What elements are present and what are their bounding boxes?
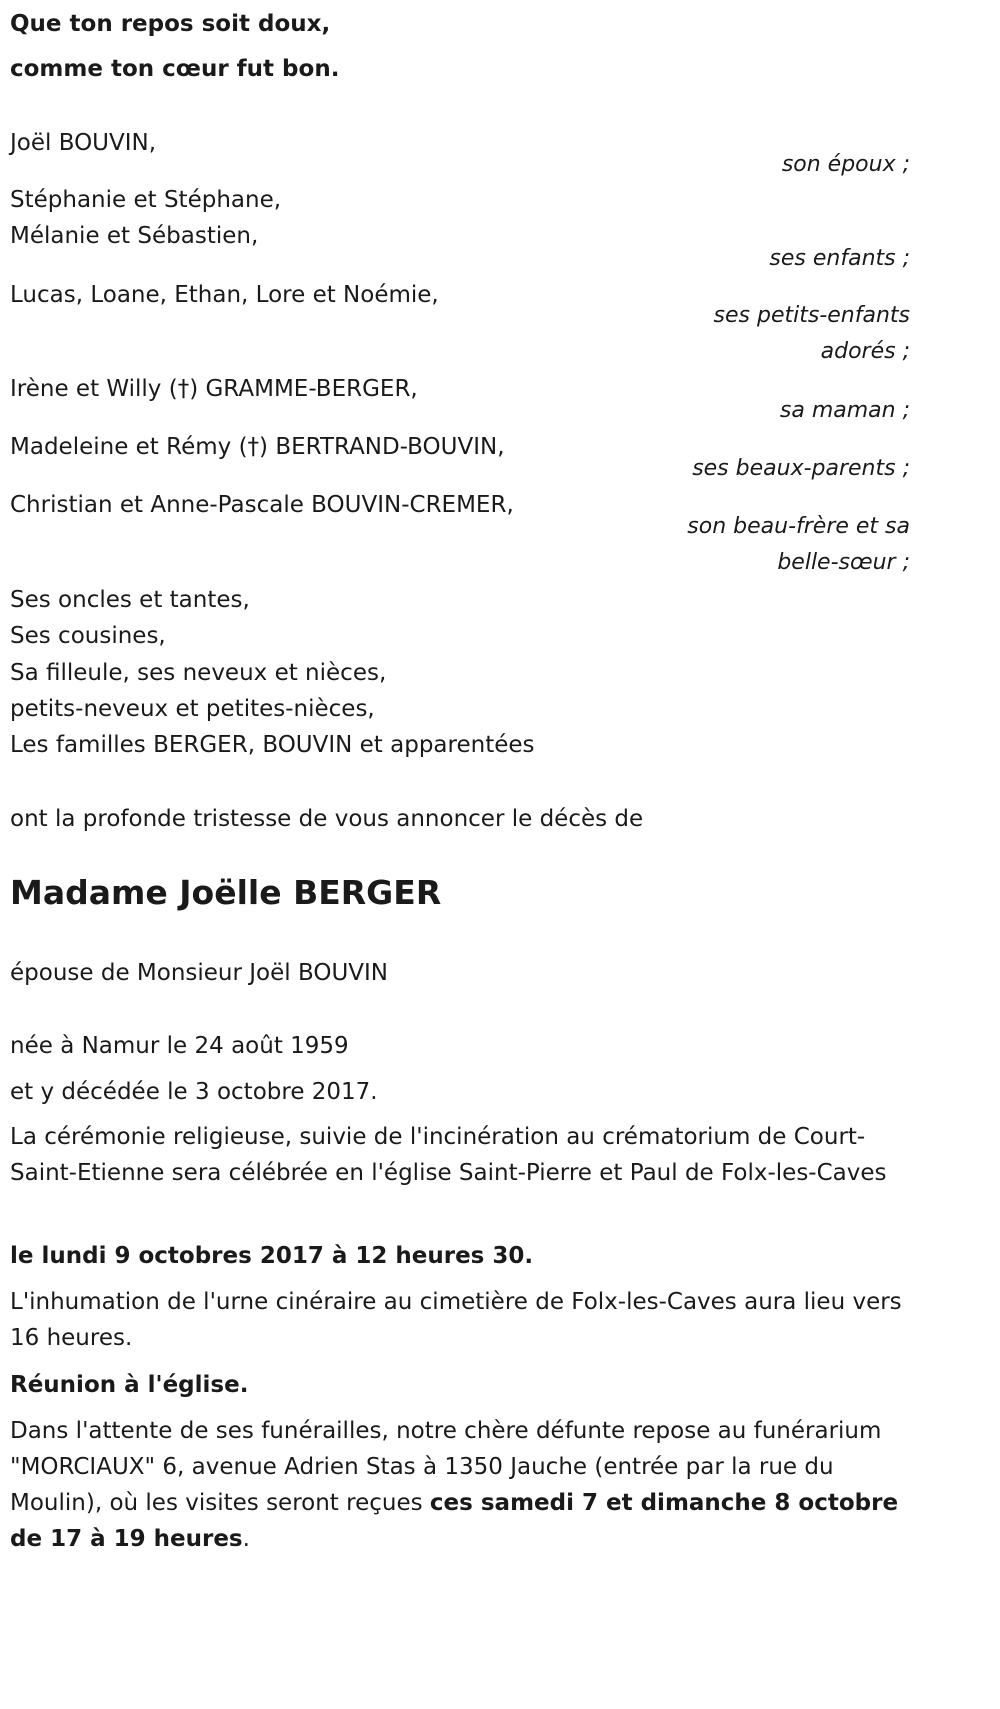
other-relative: Les familles BERGER, BOUVIN et apparentées (10, 732, 535, 758)
other-relative: Sa filleule, ses neveux et nièces, (10, 660, 387, 686)
other-relative: Ses oncles et tantes, (10, 587, 250, 613)
grandchildren-role-1: ses petits-enfants (713, 303, 910, 328)
children-line-2: Mélanie et Sébastien, (10, 223, 259, 249)
husband-role: son époux ; (781, 152, 910, 177)
epitaph-line-2: comme ton cœur fut bon. (10, 56, 340, 82)
announcement: ont la profonde tristesse de vous annoncer le décès de (10, 806, 644, 832)
ceremony-text: La cérémonie religieuse, suivie de l'incinération au crématorium de Court-Saint-Etienne sera célébrée en l'église Saint-Pierre et Paul de Folx-les-Caves (10, 1124, 887, 1186)
children-line-1: Stéphanie et Stéphane, (10, 187, 282, 213)
in-laws-role: ses beaux-parents ; (692, 456, 910, 481)
siblings-in-law-role-2: belle-sœur ; (777, 550, 910, 575)
deceased-name: Madame Joëlle BERGER (10, 873, 442, 912)
mother-role: sa maman ; (779, 398, 910, 423)
deceased-born: née à Namur le 24 août 1959 (10, 1033, 349, 1059)
visits-end: . (242, 1526, 250, 1552)
visits-text: Dans l'attente de ses funérailles, notre chère défunte repose au funérarium "MORCIAUX" 6, avenue Adrien Stas à 1350 Jauche (entrée par la rue du Moulin), où les visites seront reçues (10, 1418, 882, 1516)
deceased-spouse: épouse de Monsieur Joël BOUVIN (10, 960, 389, 986)
mother: Irène et Willy (†) GRAMME-BERGER, (10, 376, 418, 402)
siblings-in-law-role-1: son beau-frère et sa (687, 514, 910, 539)
deceased-died: et y décédée le 3 octobre 2017. (10, 1079, 378, 1105)
in-laws: Madeleine et Rémy (†) BERTRAND-BOUVIN, (10, 434, 505, 460)
epitaph-line-1: Que ton repos soit doux, (10, 11, 331, 37)
other-relative: Ses cousines, (10, 623, 166, 649)
visits-paragraph (10, 1413, 910, 1557)
husband-name: Joël BOUVIN, (10, 130, 157, 156)
visits-times: ces samedi 7 et dimanche 8 octobre de 17 à 19 heures (10, 1490, 899, 1552)
siblings-in-law: Christian et Anne-Pascale BOUVIN-CREMER, (10, 492, 514, 518)
ceremony-date: le lundi 9 octobres 2017 à 12 heures 30. (10, 1243, 534, 1269)
children-role: ses enfants ; (769, 246, 910, 271)
grandchildren-role-2: adorés ; (820, 339, 910, 364)
meeting-note: Réunion à l'église. (10, 1372, 249, 1398)
grandchildren: Lucas, Loane, Ethan, Lore et Noémie, (10, 282, 439, 308)
burial-text: L'inhumation de l'urne cinéraire au cimetière de Folx-les-Caves aura lieu vers 16 heures. (10, 1289, 902, 1351)
other-relative: petits-neveux et petites-nièces, (10, 696, 375, 722)
